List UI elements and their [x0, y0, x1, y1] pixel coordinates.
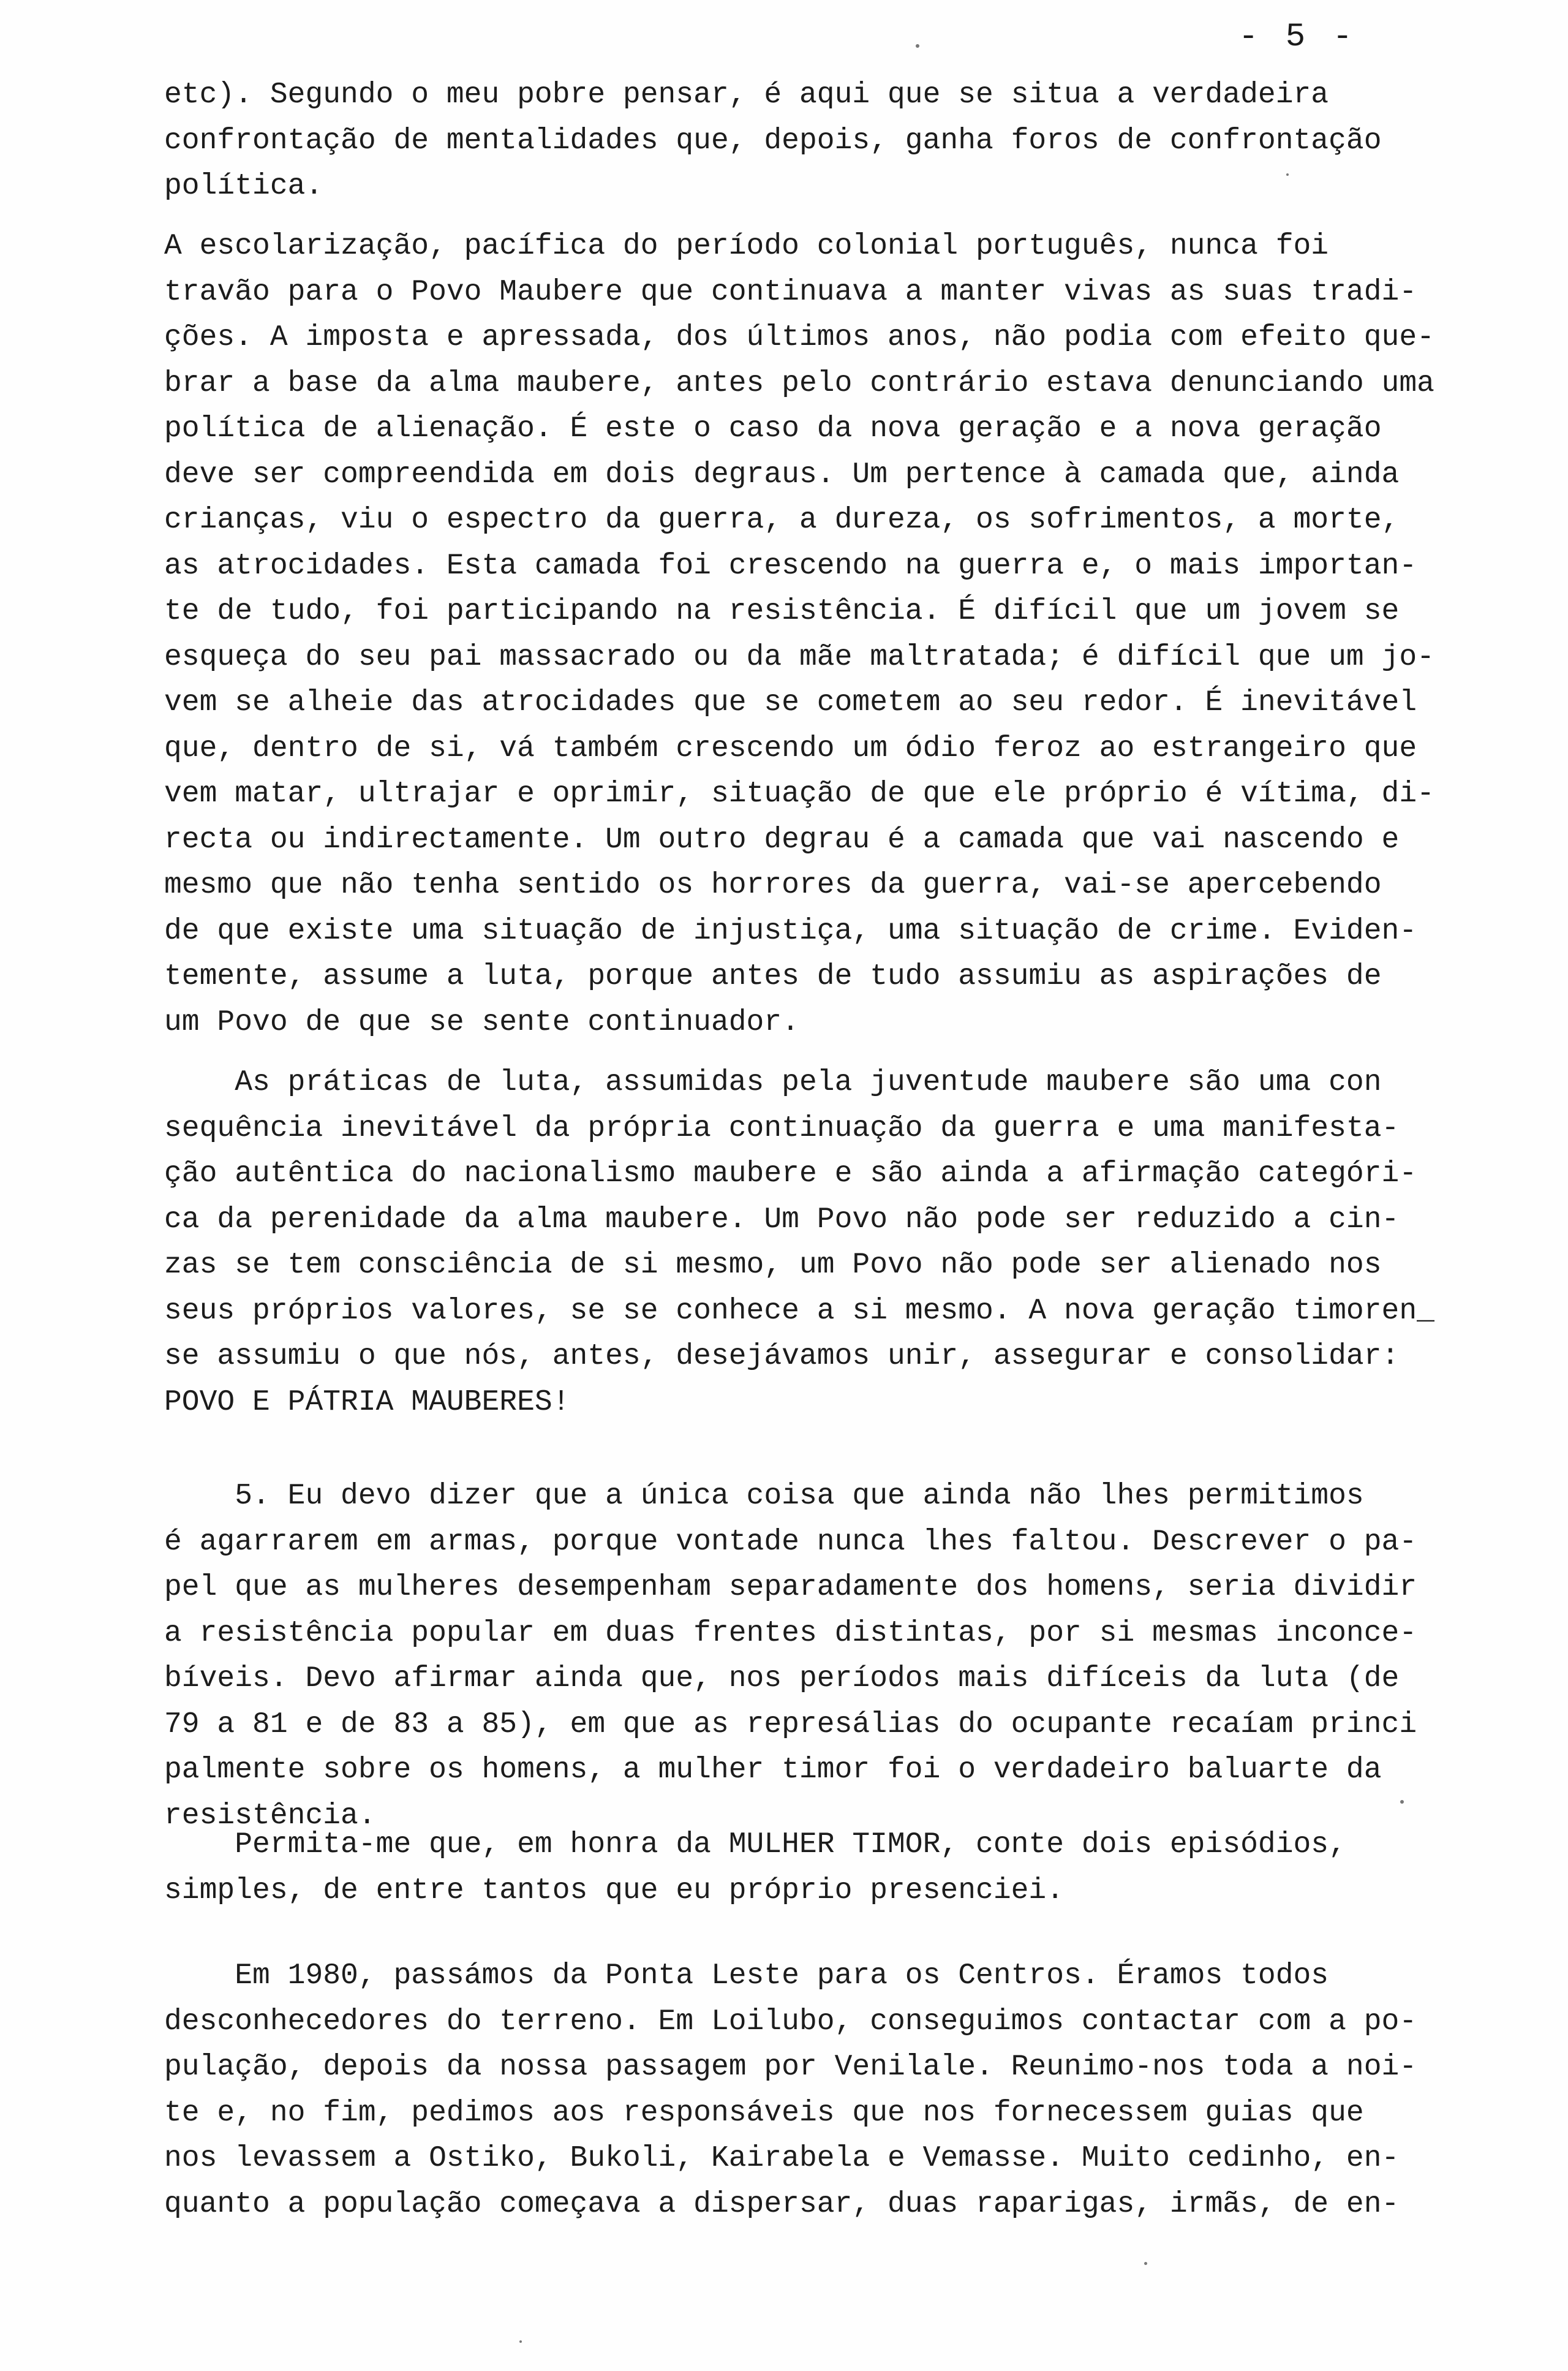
text-line: temente, assume a luta, porque antes de tudo assumiu as aspirações de — [164, 960, 1382, 993]
paragraph-em-1980 — [164, 1953, 1475, 2227]
text-line: As práticas de luta, assumidas pela juventude maubere são uma con — [164, 1066, 1382, 1099]
text-line: política de alienação. É este o caso da nova geração e a nova geração — [164, 412, 1382, 445]
text-line: quanto a população começava a dispersar, duas raparigas, irmãs, de en- — [164, 2187, 1400, 2221]
text-line: ção autêntica do nacionalismo maubere e são ainda a afirmação categóri- — [164, 1157, 1417, 1190]
text-line: travão para o Povo Maubere que continuava a manter vivas as suas tradi- — [164, 275, 1417, 309]
text-line: brar a base da alma maubere, antes pelo contrário estava denunciando uma — [164, 366, 1434, 400]
text-line: confrontação de mentalidades que, depois, ganha foros de confrontação — [164, 124, 1382, 157]
text-line: POVO E PÁTRIA MAUBERES! — [164, 1385, 570, 1419]
text-line: ções. A imposta e apressada, dos últimos anos, não podia com efeito que- — [164, 321, 1434, 354]
paragraph-continuation — [164, 72, 1475, 210]
text-line: seus próprios valores, se se conhece a si mesmo. A nova geração timoren_ — [164, 1294, 1434, 1328]
text-line: etc). Segundo o meu pobre pensar, é aqui que se situa a verdadeira — [164, 78, 1329, 112]
text-line: Em 1980, passámos da Ponta Leste para os Centros. Éramos todos — [164, 1959, 1329, 1992]
scan-speck — [1400, 1800, 1404, 1804]
text-line: a resistência popular em duas frentes distintas, por si mesmas inconce- — [164, 1616, 1417, 1650]
paragraph-escolarizacao — [164, 224, 1475, 1045]
text-line: desconhecedores do terreno. Em Loilubo, conseguimos contactar com a po- — [164, 2005, 1417, 2038]
paragraph-ponto-5 — [164, 1473, 1475, 1839]
text-line: ca da perenidade da alma maubere. Um Povo não pode ser reduzido a cin- — [164, 1203, 1400, 1236]
text-line: mesmo que não tenha sentido os horrores da guerra, vai-se apercebendo — [164, 869, 1382, 902]
text-line: um Povo de que se sente continuador. — [164, 1005, 799, 1039]
text-line: A escolarização, pacífica do período colonial português, nunca foi — [164, 230, 1329, 263]
text-line: se assumiu o que nós, antes, desejávamos unir, assegurar e consolidar: — [164, 1340, 1400, 1373]
text-line: esqueça do seu pai massacrado ou da mãe maltratada; é difícil que um jo- — [164, 640, 1434, 674]
text-line: palmente sobre os homens, a mulher timor foi o verdadeiro baluarte da — [164, 1753, 1382, 1787]
text-line: que, dentro de si, vá também crescendo um ódio feroz ao estrangeiro que — [164, 732, 1417, 765]
scan-speck — [1144, 2262, 1147, 2265]
text-line: crianças, viu o espectro da guerra, a dureza, os sofrimentos, a morte, — [164, 504, 1400, 537]
scan-speck — [916, 44, 919, 48]
text-line: as atrocidades. Esta camada foi crescendo na guerra e, o mais importan- — [164, 549, 1417, 583]
text-line: sequência inevitável da própria continuação da guerra e uma manifesta- — [164, 1111, 1400, 1145]
text-line: te e, no fim, pedimos aos responsáveis que nos fornecessem guias que — [164, 2096, 1364, 2130]
text-line: Permita-me que, em honra da MULHER TIMOR, conte dois episódios, — [164, 1828, 1346, 1861]
text-line: pel que as mulheres desempenham separadamente dos homens, seria dividir — [164, 1571, 1417, 1604]
text-line: vem matar, ultrajar e oprimir, situação de que ele próprio é vítima, di- — [164, 777, 1434, 811]
text-line: resistência. — [164, 1799, 376, 1832]
scan-speck — [1286, 173, 1289, 176]
text-line: pulação, depois da nossa passagem por Venilale. Reunimo-nos toda a noi- — [164, 2051, 1417, 2084]
text-line: nos levassem a Ostiko, Bukoli, Kairabela e Vemasse. Muito cedinho, en- — [164, 2142, 1400, 2175]
text-line: de que existe uma situação de injustiça, uma situação de crime. Eviden- — [164, 914, 1417, 948]
text-line: zas se tem consciência de si mesmo, um Povo não pode ser alienado nos — [164, 1249, 1382, 1282]
text-line: deve ser compreendida em dois degraus. Um pertence à camada que, ainda — [164, 458, 1400, 491]
text-line: 79 a 81 e de 83 a 85), em que as represálias do ocupante recaíam princi — [164, 1707, 1417, 1741]
text-line: bíveis. Devo afirmar ainda que, nos períodos mais difíceis da luta (de — [164, 1662, 1400, 1695]
text-line: recta ou indirectamente. Um outro degrau é a camada que vai nascendo e — [164, 823, 1400, 857]
text-line: vem se alheie das atrocidades que se cometem ao seu redor. É inevitável — [164, 686, 1417, 719]
scan-speck — [519, 2340, 522, 2343]
page-number: - 5 - — [1238, 18, 1357, 56]
text-line: 5. Eu devo dizer que a única coisa que ainda não lhes permitimos — [164, 1480, 1364, 1513]
text-line: te de tudo, foi participando na resistência. É difícil que um jovem se — [164, 595, 1400, 628]
text-line: política. — [164, 170, 323, 203]
text-line: é agarrarem em armas, porque vontade nunca lhes faltou. Descrever o pa- — [164, 1525, 1417, 1559]
paragraph-praticas — [164, 1060, 1475, 1425]
paragraph-permita — [164, 1822, 1475, 1913]
text-line: simples, de entre tantos que eu próprio presenciei. — [164, 1874, 1065, 1907]
